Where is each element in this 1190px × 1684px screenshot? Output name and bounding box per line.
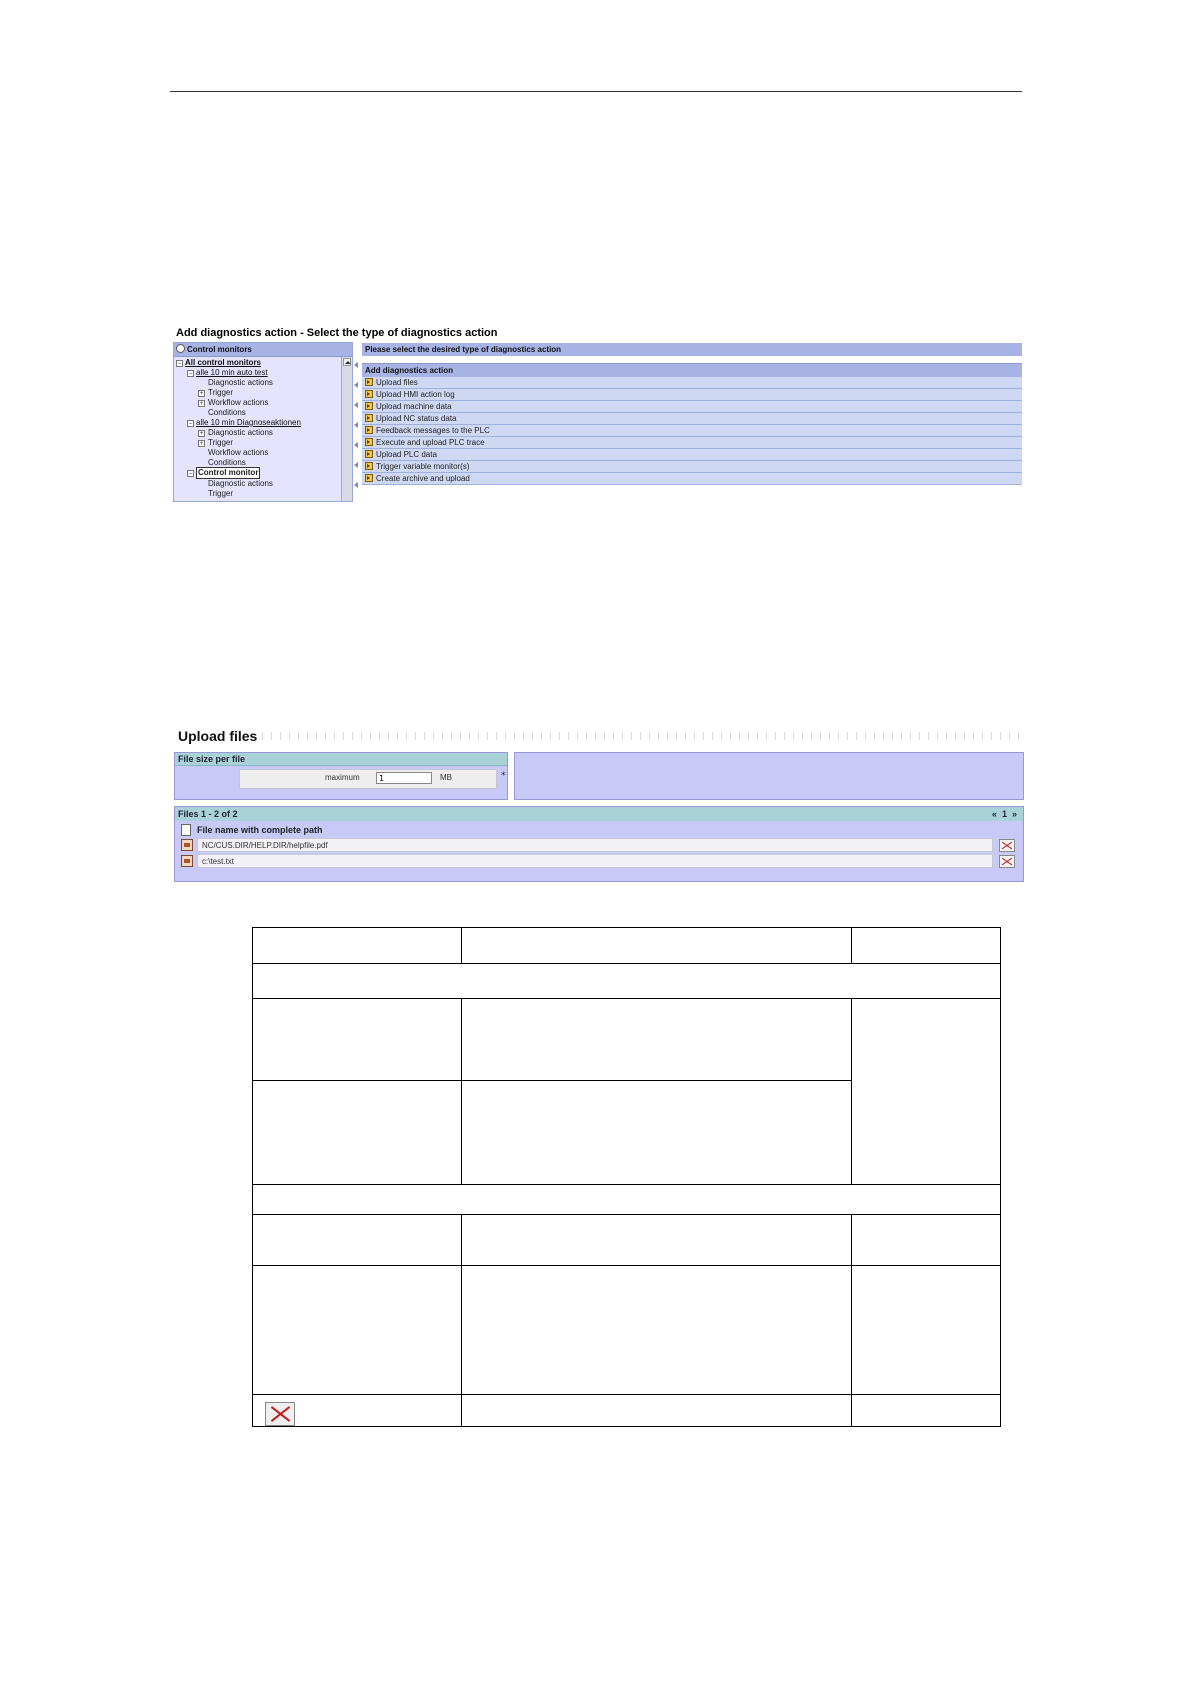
option-label: Upload machine data [376, 402, 452, 411]
tree-item[interactable]: Conditions [208, 458, 246, 467]
table-cell [852, 1215, 1001, 1266]
table-cell [253, 1266, 462, 1395]
unit-label: MB [440, 773, 452, 782]
table-cell [253, 928, 462, 964]
expand-icon[interactable]: + [199, 440, 204, 447]
open-folder-icon[interactable] [181, 839, 193, 851]
table-cell [461, 1215, 851, 1266]
tree-item[interactable]: Workflow actions [208, 398, 269, 407]
table-cell [461, 999, 851, 1081]
option-label: Upload HMI action log [376, 390, 455, 399]
table-cell [852, 1266, 1001, 1395]
splitter-arrow-icon [354, 422, 358, 428]
table-cell [253, 1081, 462, 1185]
option-list [362, 377, 1022, 485]
action-arrow-icon [365, 474, 373, 482]
expand-icon[interactable]: + [199, 390, 204, 397]
pager-next-icon[interactable]: » [1011, 809, 1017, 819]
header-rule [170, 91, 1022, 92]
tree-scrollbar[interactable] [341, 357, 352, 501]
diagnostics-action-option[interactable] [362, 377, 1022, 389]
file-row[interactable]: c:\test.txt [197, 854, 993, 868]
action-arrow-icon [365, 462, 373, 470]
expand-icon[interactable]: + [199, 430, 204, 437]
description-table [252, 927, 1001, 1427]
table-cell [852, 999, 1001, 1185]
option-label: Execute and upload PLC trace [376, 438, 485, 447]
delete-x-icon[interactable] [999, 855, 1015, 868]
action-arrow-icon [365, 378, 373, 386]
file-size-panel [174, 752, 508, 800]
option-label: Feedback messages to the PLC [376, 426, 490, 435]
tree-header[interactable] [174, 343, 352, 357]
splitter-arrow-icon [354, 462, 358, 468]
table-cell [253, 999, 462, 1081]
pager-page[interactable]: 1 [1001, 809, 1007, 819]
action-arrow-icon [365, 390, 373, 398]
files-header [175, 807, 1023, 821]
splitter-arrow-icon [354, 362, 358, 368]
collapse-icon[interactable]: − [188, 370, 193, 377]
delete-x-icon[interactable] [999, 839, 1015, 852]
tree-item[interactable]: Workflow actions [208, 448, 269, 457]
collapse-icon[interactable]: − [188, 420, 193, 427]
tree-item[interactable]: Trigger [208, 438, 234, 447]
table-cell [852, 1395, 1001, 1427]
action-arrow-icon [365, 426, 373, 434]
tree-item[interactable]: Diagnostic actions [208, 479, 273, 488]
tree-header-label: Control monitors [187, 345, 252, 354]
file-size-side-panel [514, 752, 1024, 800]
scroll-up-icon[interactable] [343, 358, 351, 366]
control-monitor-tree[interactable] [173, 342, 353, 502]
maximum-label: maximum [325, 773, 360, 782]
option-label: Upload files [376, 378, 418, 387]
file-size-header: File size per file [175, 753, 507, 766]
document-icon [181, 824, 191, 836]
action-arrow-icon [365, 450, 373, 458]
files-panel [174, 806, 1024, 882]
diagnostics-action-option[interactable] [362, 425, 1022, 437]
tree-item[interactable]: Diagnostic actions [208, 428, 273, 437]
table-section-row [253, 964, 1001, 999]
delete-x-icon [265, 1402, 295, 1426]
table-cell [461, 1081, 851, 1185]
diagnostics-action-option[interactable] [362, 413, 1022, 425]
open-folder-icon[interactable] [181, 855, 193, 867]
diagnostics-action-option[interactable] [362, 389, 1022, 401]
file-row[interactable]: NC/CUS.DIR/HELP.DIR/helpfile.pdf [197, 838, 993, 852]
option-label: Create archive and upload [376, 474, 470, 483]
pager [992, 807, 1017, 821]
collapse-icon[interactable]: − [188, 470, 193, 477]
tree-item[interactable]: Trigger [208, 388, 234, 397]
column-header: File name with complete path [197, 825, 323, 835]
splitter-arrow-icon [354, 442, 358, 448]
splitter-arrow-icon [354, 482, 358, 488]
splitter[interactable] [352, 342, 360, 500]
expand-icon[interactable]: + [199, 400, 204, 407]
option-label: Upload NC status data [376, 414, 457, 423]
diagnostics-action-option[interactable] [362, 473, 1022, 485]
splitter-arrow-icon [354, 402, 358, 408]
max-size-input[interactable]: 1 [376, 772, 432, 784]
tree-item-selected[interactable]: Control monitor [198, 468, 259, 477]
action-arrow-icon [365, 402, 373, 410]
title-dotted-rule [262, 732, 1022, 740]
table-cell [461, 1266, 851, 1395]
pager-prev-icon[interactable]: « [991, 809, 997, 819]
tree-item[interactable]: alle 10 min auto test [196, 368, 268, 377]
table-cell [852, 928, 1001, 964]
diagnostics-action-option[interactable] [362, 437, 1022, 449]
action-arrow-icon [365, 414, 373, 422]
tree-item[interactable]: Conditions [208, 408, 246, 417]
table-cell [461, 1395, 851, 1427]
collapse-icon[interactable]: − [177, 360, 182, 367]
prompt-bar: Please select the desired type of diagnostics action [362, 343, 1022, 356]
diagnostics-action-option[interactable] [362, 401, 1022, 413]
files-count: Files 1 - 2 of 2 [178, 809, 238, 819]
table-cell [461, 928, 851, 964]
file-size-row [239, 769, 497, 789]
table-section-row [253, 1185, 1001, 1215]
tree-item[interactable]: Diagnostic actions [208, 378, 273, 387]
option-label: Trigger variable monitor(s) [376, 462, 470, 471]
upload-files-title: Upload files [178, 728, 258, 744]
section-title: Add diagnostics action [362, 363, 1022, 377]
diagnostics-action-option[interactable] [362, 461, 1022, 473]
tree-item[interactable]: Trigger [208, 489, 234, 498]
diagnostics-action-option[interactable] [362, 449, 1022, 461]
required-mark: * [501, 771, 506, 781]
radio-icon [176, 344, 185, 353]
tree-item[interactable]: All control monitors [185, 358, 261, 367]
dialog-title: Add diagnostics action - Select the type of diagnostics action [176, 327, 498, 339]
action-panel [362, 343, 1022, 485]
option-label: Upload PLC data [376, 450, 437, 459]
table-cell [253, 1215, 462, 1266]
tree-item[interactable]: alle 10 min Diagnoseaktionen [196, 418, 301, 427]
splitter-arrow-icon [354, 382, 358, 388]
action-arrow-icon [365, 438, 373, 446]
